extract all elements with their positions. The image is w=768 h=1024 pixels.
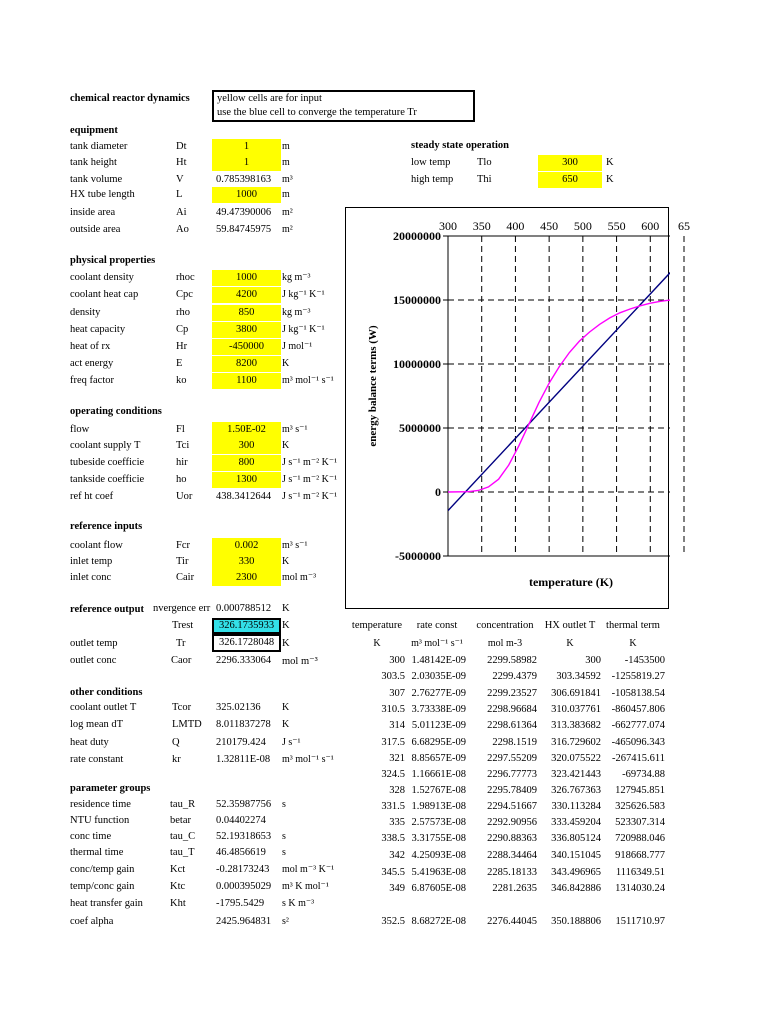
table-header: temperature [351,620,403,631]
group-value: 0.000395029 [216,881,272,892]
table-cell: 336.805124 [551,833,601,844]
param-input-cell[interactable]: 3800 [212,322,281,338]
x-tick-label: 65 [678,219,690,233]
table-cell: -465096.343 [611,737,665,748]
y-tick-label: 20000000 [393,229,441,243]
param-unit: J kg⁻¹ K⁻¹ [282,324,325,335]
param-label: coolant supply T [70,440,141,451]
section-reference-inputs: reference inputs [70,521,143,532]
group-unit: s [282,831,286,842]
group-symbol: Kct [170,864,186,875]
table-cell: 316.729602 [551,737,601,748]
table-cell: 2281.2635 [492,883,537,894]
table-cell: 2299.58982 [487,655,537,666]
section-physical-properties: physical properties [70,255,156,266]
param-unit: J s⁻¹ m⁻² K⁻¹ [282,457,338,468]
table-unit: K [373,638,381,649]
table-cell: 2295.78409 [487,785,537,796]
param-input-cell[interactable]: 800 [212,455,281,471]
param-symbol: Cpc [176,289,193,300]
param-symbol: V [176,174,184,185]
table-cell: 321 [389,753,405,764]
outlet-temp-label: outlet temp [70,638,118,649]
y-tick-label: 0 [435,485,441,499]
table-cell: 2.57573E-08 [411,817,466,828]
table-cell: 310.037761 [551,704,601,715]
convergence-error-label: nvergence err [153,603,211,614]
param-label: heat of rx [70,341,111,352]
x-tick-label: 500 [573,219,592,233]
table-cell: 8.85657E-09 [411,753,466,764]
group-value: 46.4856619 [216,847,266,858]
table-cell: 310.5 [381,704,405,715]
group-unit: s² [282,916,289,927]
group-value: 52.35987756 [216,799,272,810]
table-cell: 1.98913E-08 [411,801,466,812]
trest-unit: K [282,620,290,631]
table-cell: 2285.18133 [487,867,537,878]
note-line-2: use the blue cell to converge the temperature Tr [217,107,417,118]
group-symbol: tau_R [170,799,196,810]
table-cell: 2292.90956 [487,817,537,828]
other-label: rate constant [70,754,124,765]
group-label: thermal time [70,847,124,858]
param-symbol: Ai [176,207,187,218]
other-unit: K [282,719,290,730]
table-cell: 2290.88363 [487,833,537,844]
table-cell: 2288.34464 [487,850,537,861]
param-label: tank diameter [70,141,128,152]
table-cell: 317.5 [381,737,405,748]
param-symbol: L [176,189,183,200]
table-cell: 918668.777 [615,850,665,861]
param-symbol: Tci [176,440,190,451]
table-cell: 1511710.97 [615,916,665,927]
param-unit: J mol⁻¹ [282,341,313,352]
table-cell: 3.73338E-09 [411,704,466,715]
table-cell: 306.691841 [551,688,601,699]
table-cell: 328 [389,785,405,796]
param-unit: m² [282,224,293,235]
group-label: coef alpha [70,916,114,927]
param-value: 438.3412644 [216,491,272,502]
table-cell: 343.496965 [551,867,601,878]
param-symbol: E [176,358,183,369]
table-cell: 2299.4379 [492,671,537,682]
param-input-cell[interactable]: 300 [212,438,281,454]
param-input-cell[interactable]: -450000 [212,339,281,355]
param-label: inlet conc [70,572,112,583]
param-label: heat capacity [70,324,126,335]
table-cell: 5.41963E-08 [411,867,466,878]
param-unit: K [282,358,290,369]
ref-output-label: reference output [70,604,144,615]
group-value: 52.19318653 [216,831,272,842]
table-cell: 325626.583 [615,801,665,812]
table-cell: 2298.61364 [487,720,537,731]
table-cell: -1058138.54 [611,688,665,699]
trest-symbol: Trest [172,620,194,631]
table-header: thermal term [606,620,660,631]
series-line-1 [448,258,684,511]
other-value: 210179.424 [216,737,266,748]
param-label: HX tube length [70,189,135,200]
table-cell: 313.383682 [551,720,601,731]
table-cell: 350.188806 [551,916,601,927]
param-input-cell[interactable]: 1000 [212,187,281,203]
table-cell: 303.34592 [556,671,601,682]
param-unit: J s⁻¹ m⁻² K⁻¹ [282,491,338,502]
other-value: 1.32811E-08 [216,754,271,765]
param-unit: kg m⁻³ [282,272,311,283]
x-tick-label: 400 [506,219,525,233]
param-input-cell[interactable]: 8200 [212,356,281,372]
x-tick-label: 350 [472,219,491,233]
section-equipment: equipment [70,125,118,136]
param-label: tank height [70,157,117,168]
tr-value-cell: 326.1728048 [212,634,281,652]
table-cell: 8.68272E-08 [411,916,466,927]
param-input-cell[interactable]: 1300 [212,472,281,488]
group-symbol: betar [170,815,191,826]
param-input-cell[interactable]: 1 [212,139,281,155]
group-symbol: tau_C [170,831,196,842]
param-label: tankside coefficie [70,474,145,485]
table-cell: 5.01123E-09 [411,720,466,731]
param-unit: m [282,141,290,152]
table-cell: 1.52767E-08 [411,785,466,796]
param-value: 59.84745975 [216,224,272,235]
table-cell: 127945.851 [615,785,665,796]
table-cell: 331.5 [381,801,405,812]
param-symbol: Cp [176,324,189,335]
param-unit: m³ mol⁻¹ s⁻¹ [282,375,334,386]
table-cell: 2276.44045 [487,916,537,927]
param-unit: m [282,157,290,168]
y-tick-label: 15000000 [393,293,441,307]
table-cell: 2.76277E-09 [411,688,466,699]
table-unit: K [566,638,574,649]
group-label: residence time [70,799,131,810]
steady-symbol: Thi [477,174,492,185]
table-unit: mol m-3 [487,638,523,649]
other-value: 325.02136 [216,702,261,713]
table-cell: 1.16661E-08 [411,769,466,780]
param-unit: m³ s⁻¹ [282,424,308,435]
param-symbol: rho [176,307,190,318]
param-input-cell[interactable]: 330 [212,554,281,570]
param-symbol: hir [176,457,188,468]
steady-input-cell[interactable]: 650 [538,172,602,188]
param-symbol: Cair [176,572,195,583]
param-symbol: Dt [176,141,187,152]
param-unit: K [282,556,290,567]
param-unit: kg m⁻³ [282,307,311,318]
x-tick-label: 600 [641,219,660,233]
table-cell: 335 [389,817,405,828]
section-operating-conditions: operating conditions [70,406,162,417]
param-label: coolant density [70,272,134,283]
series-line-2 [448,299,684,492]
group-unit: s K m⁻³ [282,898,315,909]
steady-label: low temp [411,157,451,168]
other-unit: K [282,702,290,713]
param-symbol: Uor [176,491,193,502]
param-value: 0.785398163 [216,174,272,185]
x-tick-label: 300 [439,219,457,233]
table-cell: -267415.611 [612,753,665,764]
convergence-error-value: 0.000788512 [216,603,272,614]
table-cell: 523307.314 [615,817,665,828]
group-symbol: tau_T [170,847,195,858]
table-cell: 2298.96684 [487,704,537,715]
caor-unit: mol m⁻³ [282,656,318,667]
table-cell: 303.5 [381,671,405,682]
group-unit: mol m⁻³ K⁻¹ [282,864,335,875]
param-input-cell[interactable]: 0.002 [212,538,281,554]
steady-unit: K [606,174,614,185]
param-symbol: Tir [176,556,189,567]
table-cell: 330.113284 [551,801,601,812]
table-cell: 2299.23527 [487,688,537,699]
table-cell: 3.31755E-08 [411,833,466,844]
other-label: coolant outlet T [70,702,137,713]
param-symbol: rhoc [176,272,195,283]
y-tick-label: 5000000 [399,421,441,435]
x-tick-label: 550 [607,219,626,233]
param-unit: m³ s⁻¹ [282,540,308,551]
y-axis-label: energy balance terms (W) [367,325,379,447]
param-input-cell[interactable]: 1000 [212,270,281,286]
section-other-conditions: other conditions [70,687,143,698]
table-unit: m³ mol⁻¹ s⁻¹ [411,638,463,649]
group-unit: s [282,847,286,858]
y-tick-label: 10000000 [393,357,441,371]
group-label: conc/temp gain [70,864,135,875]
param-unit: mol m⁻³ [282,572,317,583]
table-cell: 323.421443 [551,769,601,780]
param-label: outside area [70,224,121,235]
note-line-1: yellow cells are for input [217,93,322,104]
param-input-cell[interactable]: 1100 [212,373,281,389]
other-symbol: Q [172,737,180,748]
table-cell: 324.5 [381,769,405,780]
outlet-conc-label: outlet conc [70,655,117,666]
group-value: 0.04402274 [216,815,266,826]
param-label: tubeside coefficie [70,457,145,468]
param-label: coolant flow [70,540,123,551]
table-header: rate const [416,620,458,631]
table-cell: 6.68295E-09 [411,737,466,748]
table-cell: 320.075522 [551,753,601,764]
other-label: log mean dT [70,719,124,730]
other-symbol: kr [172,754,181,765]
x-axis-label: temperature (K) [528,575,614,589]
param-label: density [70,307,101,318]
table-cell: 349 [389,883,405,894]
convergence-error-unit: K [282,603,290,614]
param-symbol: Hr [176,341,188,352]
param-label: tank volume [70,174,123,185]
table-cell: 307 [389,688,405,699]
param-symbol: Fl [176,424,185,435]
param-unit: m³ [282,174,293,185]
group-label: conc time [70,831,112,842]
table-cell: 1314030.24 [615,883,665,894]
table-header: HX outlet T [544,620,596,631]
param-symbol: ho [176,474,187,485]
section-parameter-groups: parameter groups [70,783,151,794]
group-unit: m³ K mol⁻¹ [282,881,329,892]
y-tick-label: -5000000 [395,549,441,563]
table-cell: 300 [585,655,601,666]
other-symbol: Tcor [172,702,192,713]
param-input-cell[interactable]: 850 [212,305,281,321]
table-cell: 6.87605E-08 [411,883,466,894]
other-unit: m³ mol⁻¹ s⁻¹ [282,754,334,765]
param-symbol: ko [176,375,187,386]
caor-symbol: Caor [171,655,192,666]
param-symbol: Ao [176,224,189,235]
table-cell: 300 [389,655,405,666]
table-cell: 1116349.51 [615,867,665,878]
table-cell: 4.25093E-08 [411,850,466,861]
table-cell: 345.5 [381,867,405,878]
param-unit: J s⁻¹ m⁻² K⁻¹ [282,474,338,485]
energy-balance-chart [345,207,690,609]
table-cell: 340.151045 [551,850,601,861]
param-label: inside area [70,207,116,218]
table-cell: 352.5 [381,916,405,927]
table-cell: -662777.074 [611,720,665,731]
tr-symbol: Tr [176,638,186,649]
table-cell: -1255819.27 [611,671,665,682]
param-label: inlet temp [70,556,113,567]
table-cell: -860457.806 [611,704,665,715]
table-cell: -1453500 [624,655,665,666]
param-input-cell[interactable]: 1.50E-02 [212,422,281,438]
table-cell: 720988.046 [615,833,665,844]
steady-input-cell[interactable]: 300 [538,155,602,171]
param-symbol: Ht [176,157,187,168]
other-label: heat duty [70,737,109,748]
table-cell: 2294.51667 [487,801,537,812]
param-value: 49.47390006 [216,207,272,218]
table-cell: 342 [389,850,405,861]
table-cell: 314 [389,720,405,731]
param-input-cell[interactable]: 4200 [212,287,281,303]
table-cell: 2297.55209 [487,753,537,764]
steady-symbol: Tlo [477,157,492,168]
steady-label: high temp [411,174,454,185]
steady-unit: K [606,157,614,168]
param-label: act energy [70,358,114,369]
table-cell: 338.5 [381,833,405,844]
table-cell: 333.459204 [551,817,601,828]
chart-svg [346,208,690,610]
table-cell: 326.767363 [551,785,601,796]
param-unit: m [282,189,290,200]
table-cell: 2.03035E-09 [411,671,466,682]
param-symbol: Fcr [176,540,190,551]
table-cell: 346.842886 [551,883,601,894]
param-label: flow [70,424,90,435]
param-unit: m² [282,207,293,218]
table-cell: 1.48142E-09 [411,655,466,666]
caor-value: 2296.333064 [216,655,272,666]
group-label: temp/conc gain [70,881,135,892]
group-value: -1795.5429 [216,898,265,909]
group-unit: s [282,799,286,810]
group-value: 2425.964831 [216,916,272,927]
group-symbol: Kht [170,898,186,909]
param-input-cell[interactable]: 2300 [212,570,281,586]
param-label: coolant heat cap [70,289,139,300]
table-cell: 2296.77773 [487,769,537,780]
group-label: NTU function [70,815,130,826]
table-cell: 2298.1519 [492,737,537,748]
section-steady-state: steady state operation [411,140,509,151]
param-unit: K [282,440,290,451]
tr-unit: K [282,638,290,649]
param-input-cell[interactable]: 1 [212,155,281,171]
x-tick-label: 450 [540,219,559,233]
instructions-note [212,90,475,122]
other-value: 8.011837278 [216,719,271,730]
table-cell: -69734.88 [622,769,665,780]
table-unit: K [629,638,637,649]
param-label: ref ht coef [70,491,114,502]
table-header: concentration [476,620,534,631]
param-unit: J kg⁻¹ K⁻¹ [282,289,325,300]
page-title: chemical reactor dynamics [70,93,190,104]
other-unit: J s⁻¹ [282,737,301,748]
trest-input-cell[interactable]: 326.1735933 [212,618,281,634]
group-value: -0.28173243 [216,864,270,875]
group-symbol: Ktc [170,881,186,892]
other-symbol: LMTD [172,719,202,730]
group-label: heat transfer gain [70,898,143,909]
param-label: freq factor [70,375,115,386]
